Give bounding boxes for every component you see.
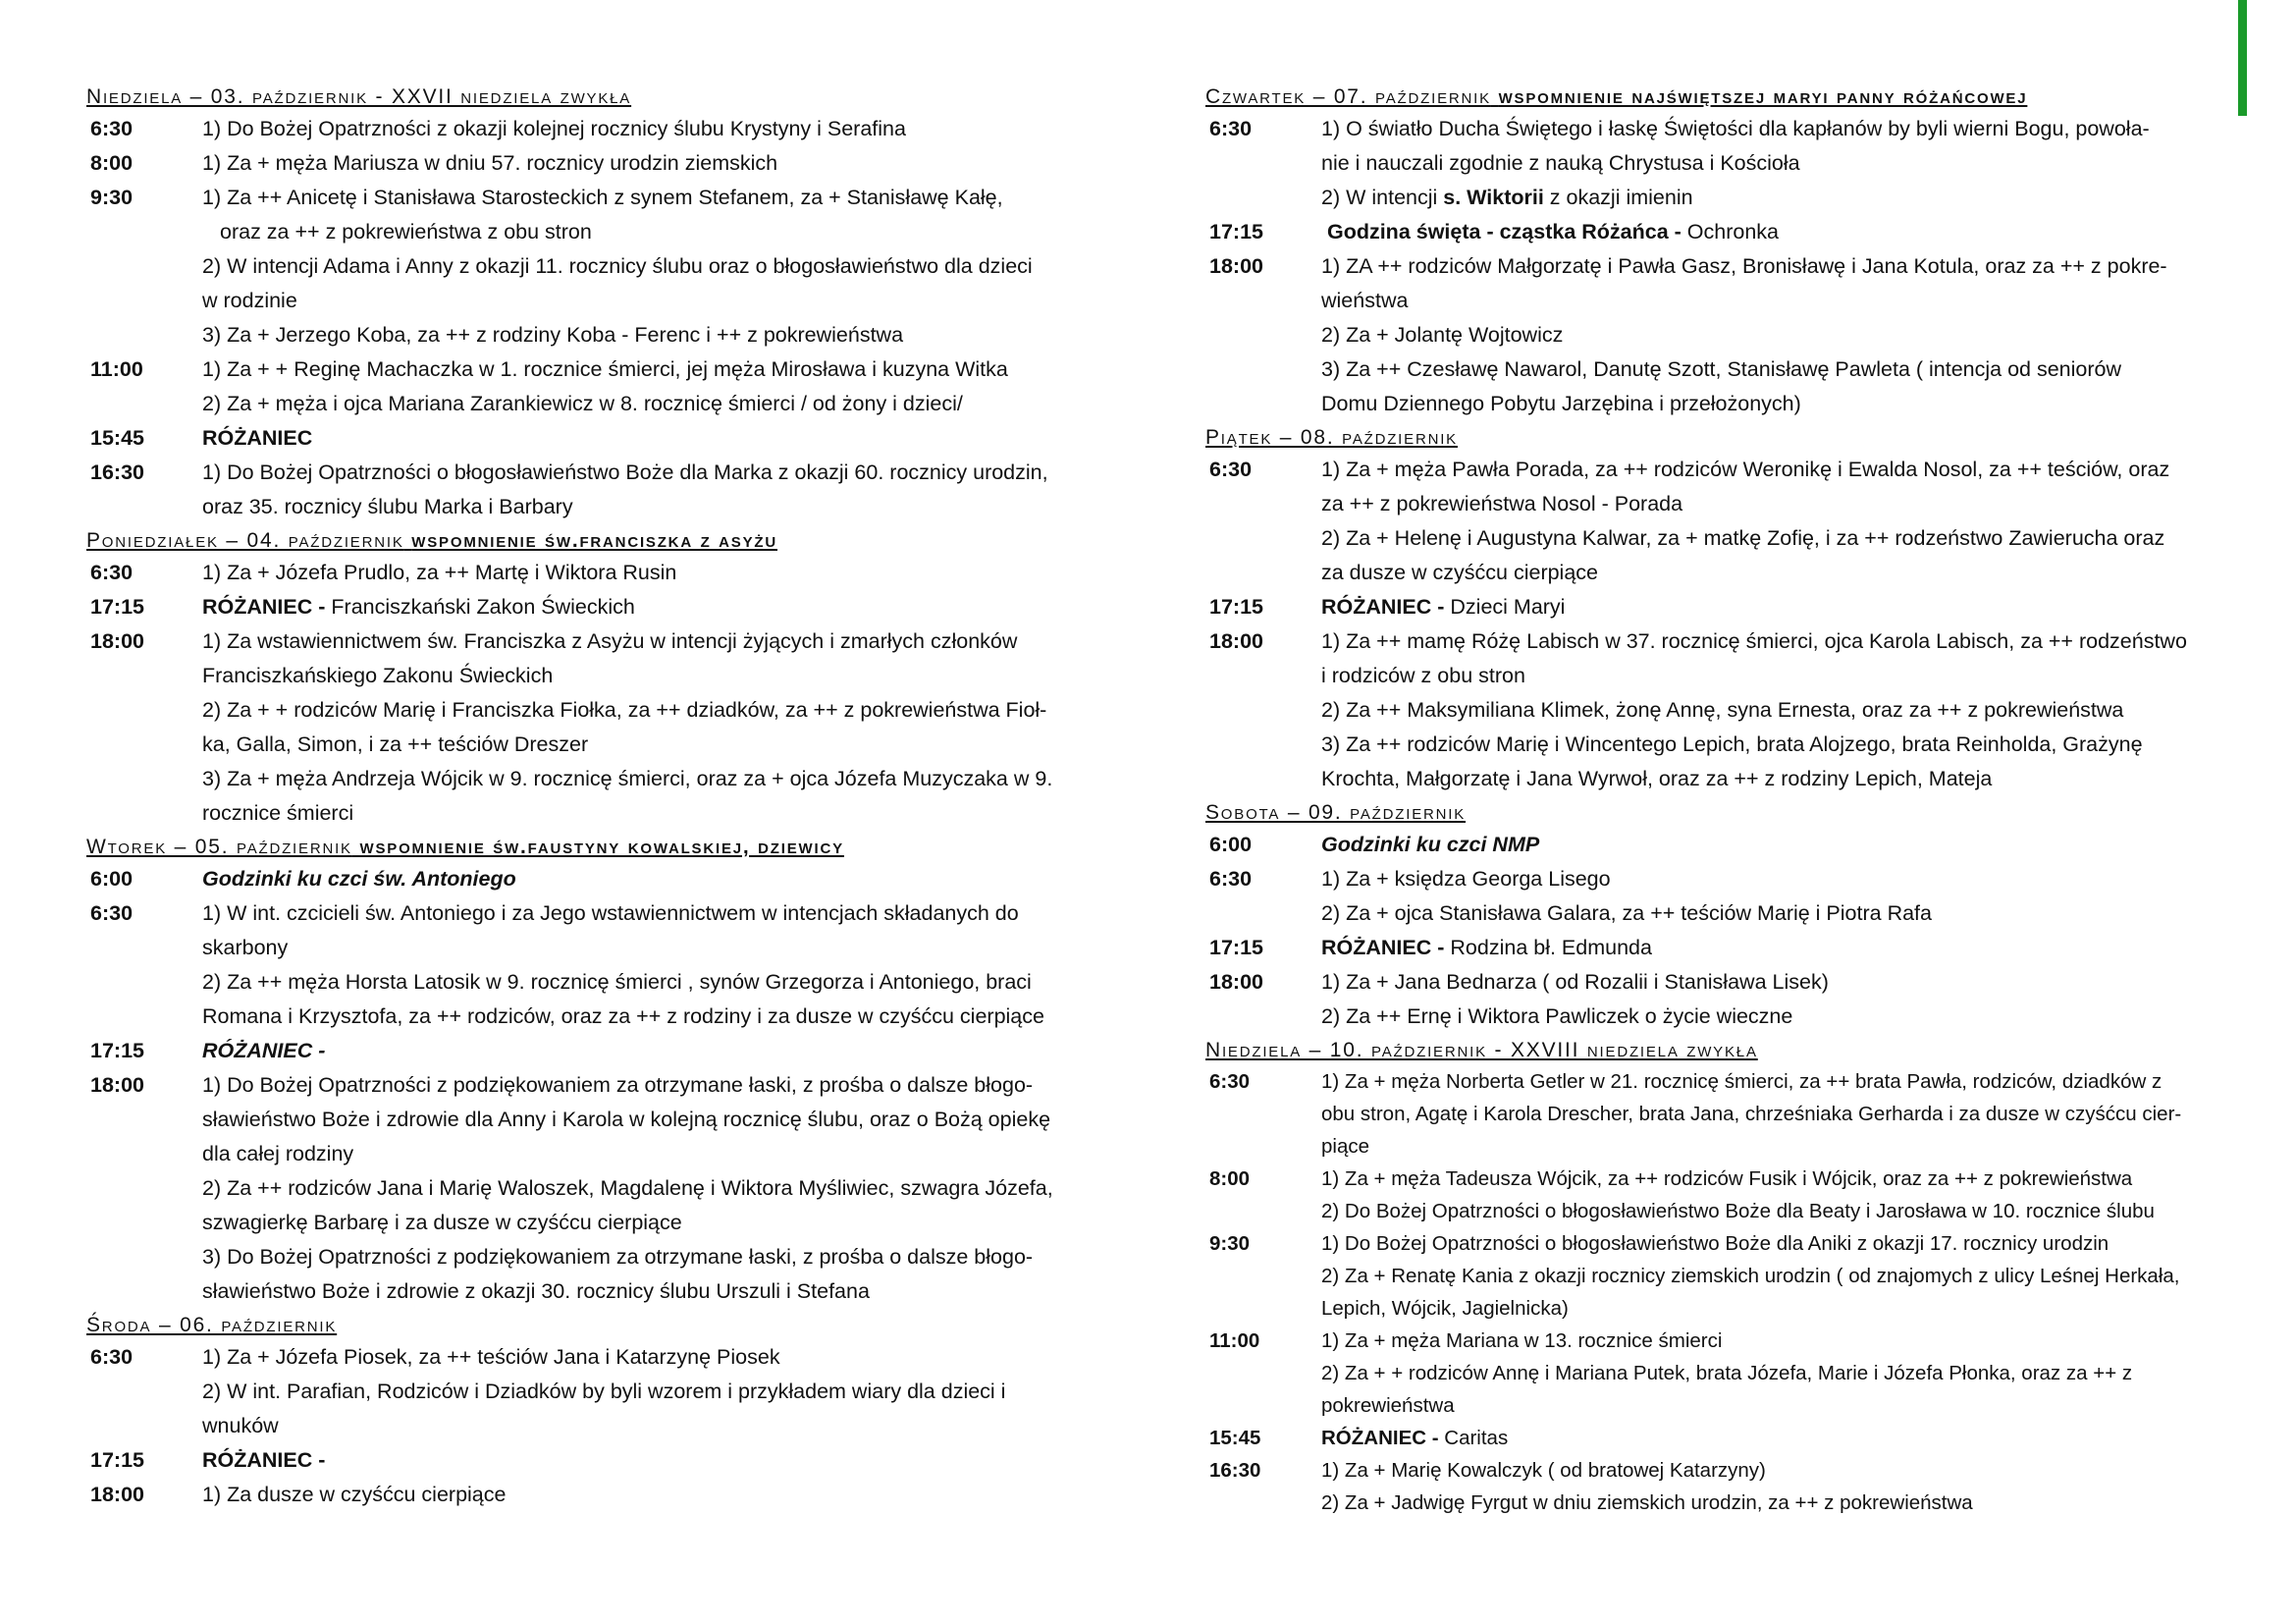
intention-line: nie i nauczali zgodnie z nauką Chrystusa i Kościoła [1321,151,1800,175]
devotion-line: Godzina święta - cząstka Różańca - Ochronka [1321,220,1779,244]
mass-entry [1205,590,2228,624]
intention-line: 2) Za ++ rodziców Jana i Marię Waloszek, Magdalenę i Wiktora Myśliwiec, szwagra Józefa, [202,1176,1053,1200]
intention-line: za dusze w czyśćcu cierpiące [1321,561,1598,584]
day-section [1205,423,2228,796]
intention-line: skarbony [202,936,289,959]
mass-entry [86,1034,1107,1068]
intention-line: rocznice śmierci [202,801,354,825]
intention-line: oraz za ++ z pokrewieństwa z obu stron [220,220,592,244]
intention-line: 1) Za + Marię Kowalczyk ( od bratowej Katarzyny) [1321,1459,1766,1482]
intention-line: dla całej rodziny [202,1142,354,1165]
mass-time: 17:15 [90,1039,144,1062]
day-title: Środa – 06. październik [86,1314,338,1336]
intention-line: 1) W int. czcicieli św. Antoniego i za Jego wstawiennictwem w intencjach składanych do [202,901,1019,925]
green-accent-bar [2238,0,2247,116]
mass-time: 17:15 [90,595,144,619]
rosary-line: RÓŻANIEC - [202,1039,326,1062]
intention-line: 1) Za + + Reginę Machaczka w 1. rocznice śmierci, jej męża Mirosława i kuzyna Witka [202,357,1008,381]
day-section [1205,82,2228,421]
intention-line: Lepich, Wójcik, Jagielnicka) [1321,1297,1569,1320]
intention-line: 1) Za + księdza Georga Lisego [1321,867,1611,891]
mass-entry [1205,453,2228,590]
intention-line: 2) Za ++ męża Horsta Latosik w 9. rocznicę śmierci , synów Grzegorza i Antoniego, braci [202,970,1032,994]
mass-entry [86,590,1107,624]
devotion-line: Godzinki ku czci św. Antoniego [202,867,516,891]
mass-time: 6:30 [90,561,133,584]
mass-entry [1205,1454,2228,1519]
rosary-line: RÓŻANIEC - Dzieci Maryi [1321,595,1566,619]
mass-entry [1205,249,2228,421]
mass-entry [86,112,1107,146]
mass-time: 9:30 [90,186,133,209]
mass-time: 6:30 [1209,867,1253,891]
mass-entry [1205,112,2228,215]
day-section [86,526,1107,831]
mass-time: 18:00 [90,1073,144,1097]
mass-time: 15:45 [90,426,144,450]
mass-time: 6:30 [90,117,133,140]
intention-line: 3) Za ++ Czesławę Nawarol, Danutę Szott, Stanisławę Pawleta ( intencja od seniorów [1321,357,2122,381]
mass-entry [1205,215,2228,249]
intention-line: 1) Za wstawiennictwem św. Franciszka z Asyżu w intencji żyjących i zmarłych członków [202,629,1018,653]
intention-line: 2) Za + męża i ojca Mariana Zarankiewicz w 8. rocznicę śmierci / od żony i dzieci/ [202,392,963,415]
intention-line: 1) Za + męża Mariana w 13. rocznice śmierci [1321,1329,1723,1352]
intention-line: 1) Za dusze w czyśćcu cierpiące [202,1483,507,1506]
day-title: Poniedziałek – 04. październik wspomnienie św.franciszka z asyżu [86,529,778,552]
intention-line: sławieństwo Boże i zdrowie z okazji 30. rocznicy ślubu Urszuli i Stefana [202,1279,870,1303]
mass-time: 8:00 [90,151,133,175]
feast-name: wspomnienie św.franciszka z asyżu [411,529,778,552]
intention-line: oraz 35. rocznicy ślubu Marka i Barbary [202,495,573,518]
intention-line: 1) Za + męża Pawła Porada, za ++ rodziców Weronikę i Ewalda Nosol, za ++ teściów, oraz [1321,458,2170,481]
intention-line: 1) Za + męża Mariusza w dniu 57. rocznicy urodzin ziemskich [202,151,778,175]
mass-entry [1205,1227,2228,1325]
day-title: Niedziela – 03. październik - XXVII niedziela zwykła [86,85,632,108]
rosary-line: RÓŻANIEC - Caritas [1321,1427,1509,1449]
rosary-line: RÓŻANIEC [202,426,313,450]
mass-time: 16:30 [1209,1459,1261,1482]
mass-time: 6:30 [90,901,133,925]
intention-line: 2) Za + Jolantę Wojtowicz [1321,323,1564,347]
mass-entry [1205,931,2228,965]
rosary-line: RÓŻANIEC - [202,1448,326,1472]
mass-time: 17:15 [1209,936,1263,959]
intention-line: obu stron, Agatę i Karola Drescher, brata Jana, chrześniaka Gerharda i za dusze w czyśćcu cier- [1321,1103,2182,1125]
feast-name: wspomnienie św.faustyny kowalskiej, dziewicy [359,836,844,858]
intention-line: 1) Do Bożej Opatrzności o błogosławieństwo Boże dla Aniki z okazji 17. rocznicy urodzin [1321,1232,2109,1255]
intention-line: 2) W int. Parafian, Rodziców i Dziadków by byli wzorem i przykładem wiary dla dzieci i [202,1380,1006,1403]
mass-entry [86,896,1107,1034]
mass-entry [86,146,1107,181]
intention-line: za ++ z pokrewieństwa Nosol - Porada [1321,492,1683,515]
feast-name: wspomnienie najświętszej maryi panny różańcowej [1498,85,2028,108]
day-section [86,82,1107,524]
day-section [86,833,1107,1309]
intention-line: 3) Za + męża Andrzeja Wójcik w 9. rocznicę śmierci, oraz za + ojca Józefa Muzyczaka w 9. [202,767,1053,790]
day-title: Wtorek – 05. październik wspomnienie św.faustyny kowalskiej, dziewicy [86,836,844,858]
mass-time: 18:00 [1209,629,1263,653]
mass-time: 11:00 [90,357,143,381]
intention-line: w rodzinie [202,289,297,312]
devotion-line: Godzinki ku czci NMP [1321,833,1540,856]
intention-line: 1) Za + Jana Bednarza ( od Rozalii i Stanisława Lisek) [1321,970,1829,994]
mass-entry [86,181,1107,352]
mass-entry [1205,828,2228,862]
mass-time: 6:30 [90,1345,133,1369]
mass-time: 18:00 [1209,254,1263,278]
mass-time: 6:30 [1209,117,1253,140]
intention-line: pokrewieństwa [1321,1394,1455,1417]
intention-line: piące [1321,1135,1370,1158]
day-title: Sobota – 09. październik [1205,801,1467,824]
intention-line: 2) Do Bożej Opatrzności o błogosławieństwo Boże dla Beaty i Jarosława w 10. rocznice ślubu [1321,1200,2155,1222]
intention-line: 3) Za ++ rodziców Marię i Wincentego Lepich, brata Alojzego, brata Reinholda, Grażynę [1321,732,2143,756]
intention-line: wnuków [202,1414,279,1437]
intention-line: Domu Dziennego Pobytu Jarzębina i przełożonych) [1321,392,1801,415]
intention-line: 1) Za ++ mamę Różę Labisch w 37. rocznicę śmierci, ojca Karola Labisch, za ++ rodzeństwo [1321,629,2187,653]
mass-entry [86,1478,1107,1512]
mass-time: 17:15 [1209,220,1263,244]
day-title: Piątek – 08. październik [1205,426,1458,449]
intention-line: 1) Za + męża Tadeusza Wójcik, za ++ rodziców Fusik i Wójcik, oraz za ++ z pokrewieństwa [1321,1167,2133,1190]
mass-time: 6:30 [1209,458,1253,481]
mass-entry [1205,1325,2228,1422]
mass-entry [1205,1065,2228,1163]
rosary-line: RÓŻANIEC - Rodzina bł. Edmunda [1321,936,1652,959]
mass-time: 18:00 [90,1483,144,1506]
intention-line: 2) Za ++ Ernę i Wiktora Pawliczek o życie wieczne [1321,1004,1793,1028]
intention-line: Romana i Krzysztofa, za ++ rodziców, oraz za ++ z rodziny i za dusze w czyśćcu cierpiące [202,1004,1044,1028]
intention-line: 1) Za + Józefa Prudlo, za ++ Martę i Wiktora Rusin [202,561,677,584]
mass-time: 6:00 [1209,833,1253,856]
intention-line: 2) Za + + rodziców Annę i Mariana Putek, brata Józefa, Marie i Józefa Płonka, oraz za ++ z [1321,1362,2133,1384]
intention-line: 2) Za + + rodziców Marię i Franciszka Fiołka, za ++ dziadków, za ++ z pokrewieństwa Fioł- [202,698,1047,722]
mass-entry [86,1443,1107,1478]
intention-line: wieństwa [1321,289,1409,312]
intention-line: 2) Za + Renatę Kania z okazji rocznicy ziemskich urodzin ( od znajomych z ulicy Leśnej Herkała, [1321,1265,2180,1287]
mass-time: 18:00 [90,629,144,653]
intention-line: Franciszkańskiego Zakonu Świeckich [202,664,554,687]
intention-line: 3) Do Bożej Opatrzności z podziękowaniem za otrzymane łaski, z prośba o dalsze błogo- [202,1245,1034,1269]
mass-time: 8:00 [1209,1167,1251,1190]
mass-entry [1205,862,2228,931]
intention-line: i rodziców z obu stron [1321,664,1525,687]
intention-line: 2) Za + Jadwigę Fyrgut w dniu ziemskich urodzin, za ++ z pokrewieństwa [1321,1491,1973,1514]
intention-line: 1) Do Bożej Opatrzności o błogosławieństwo Boże dla Marka z okazji 60. rocznicy urodzin, [202,460,1048,484]
mass-time: 9:30 [1209,1232,1251,1255]
mass-entry [86,556,1107,590]
mass-entry [86,1340,1107,1443]
mass-time: 6:30 [1209,1070,1251,1093]
intention-line: ka, Galla, Simon, i za ++ teściów Dreszer [202,732,589,756]
mass-time: 15:45 [1209,1427,1261,1449]
intention-line: 1) Do Bożej Opatrzności z okazji kolejnej rocznicy ślubu Krystyny i Serafina [202,117,906,140]
mass-entry [1205,965,2228,1034]
intention-line: Krochta, Małgorzatę i Jana Wyrwoł, oraz za ++ z rodziny Lepich, Mateja [1321,767,1993,790]
mass-time: 11:00 [1209,1329,1260,1352]
mass-time: 16:30 [90,460,144,484]
intention-line: 1) ZA ++ rodziców Małgorzatę i Pawła Gasz, Bronisławę i Jana Kotula, oraz za ++ z pokre- [1321,254,2167,278]
intention-line: 2) Za + ojca Stanisława Galara, za ++ teściów Marię i Piotra Rafa [1321,901,1932,925]
mass-entry [86,1068,1107,1309]
rosary-line: RÓŻANIEC - Franciszkański Zakon Świeckich [202,595,635,619]
mass-entry [1205,1422,2228,1454]
intention-line: 1) Za + męża Norberta Getler w 21. rocznicę śmierci, za ++ brata Pawła, rodziców, dziadków z [1321,1070,2163,1093]
intention-line: 1) Do Bożej Opatrzności z podziękowaniem za otrzymane łaski, z prośba o dalsze błogo- [202,1073,1034,1097]
mass-time: 6:00 [90,867,133,891]
mass-entry [86,421,1107,456]
day-title: Niedziela – 10. październik - XXVIII niedziela zwykła [1205,1039,1758,1061]
mass-time: 17:15 [1209,595,1263,619]
mass-entry [86,624,1107,831]
intention-line: sławieństwo Boże i zdrowie dla Anny i Karola w kolejną rocznicę ślubu, oraz o Bożą opiekę [202,1108,1051,1131]
mass-entry [86,352,1107,421]
intention-line: 2) Za ++ Maksymiliana Klimek, żonę Annę, syna Ernesta, oraz za ++ z pokrewieństwa [1321,698,2124,722]
day-section [86,1311,1107,1512]
intention-line: 1) Za ++ Anicetę i Stanisława Starosteckich z synem Stefanem, za + Stanisławę Kałę, [202,186,1003,209]
intention-line: 1) Za + Józefa Piosek, za ++ teściów Jana i Katarzynę Piosek [202,1345,780,1369]
mass-time: 18:00 [1209,970,1263,994]
intention-line: szwagierkę Barbarę i za dusze w czyśćcu cierpiące [202,1211,682,1234]
right-column [1205,81,2228,1519]
mass-entry [1205,1163,2228,1227]
intention-line: 3) Za + Jerzego Koba, za ++ z rodziny Koba - Ferenc i ++ z pokrewieństwa [202,323,904,347]
mass-entry [1205,624,2228,796]
intention-line: 2) Za + Helenę i Augustyna Kalwar, za + matkę Zofię, i za ++ rodzeństwo Zawierucha oraz [1321,526,2165,550]
mass-time: 17:15 [90,1448,144,1472]
intention-line: 2) W intencji Adama i Anny z okazji 11. rocznicy ślubu oraz o błogosławieństwo dla dzieci [202,254,1033,278]
intention-line: 2) W intencji s. Wiktorii z okazji imienin [1321,186,1693,209]
intention-line: 1) O światło Ducha Świętego i łaskę Świętości dla kapłanów by byli wierni Bogu, powoła- [1321,117,2150,140]
mass-entry [86,456,1107,524]
day-section [1205,1036,2228,1519]
mass-entry [86,862,1107,896]
left-column [86,81,1107,1512]
day-title: Czwartek – 07. październik wspomnienie najświętszej maryi panny różańcowej [1205,85,2028,108]
day-section [1205,798,2228,1034]
